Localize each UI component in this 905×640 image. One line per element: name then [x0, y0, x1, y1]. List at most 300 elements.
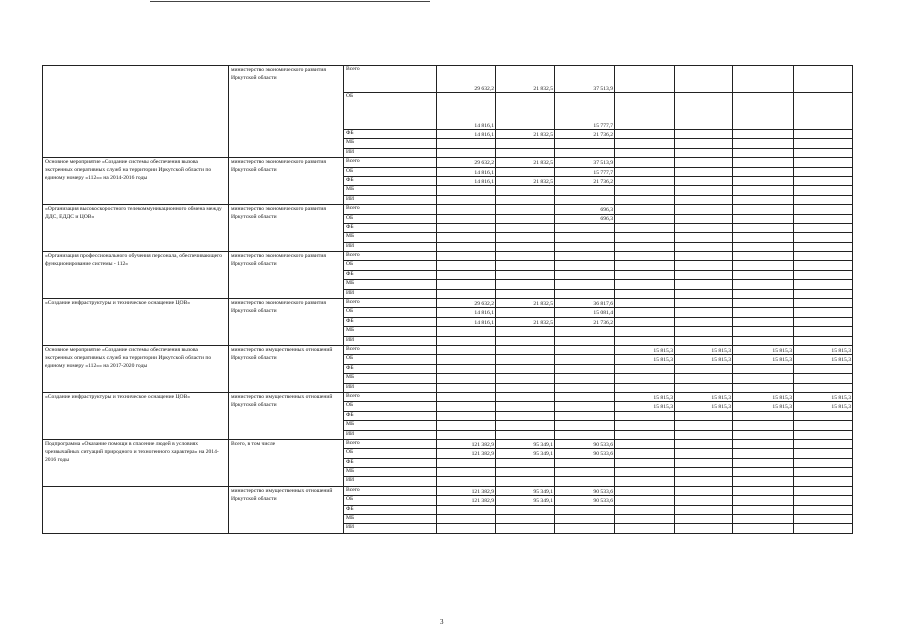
amount-cell: [496, 468, 555, 477]
amount-cell: [615, 158, 675, 167]
amount-cell: [794, 148, 853, 157]
funding-source-cell: МБ: [344, 515, 437, 524]
amount-cell: [733, 195, 794, 204]
amount-cell: [615, 411, 675, 420]
amount-cell: 21 832,5: [496, 176, 555, 185]
funding-source-cell: Всего: [344, 439, 437, 448]
amount-cell: [733, 280, 794, 289]
funding-source-cell: Всего: [344, 299, 437, 308]
amount-cell: [733, 233, 794, 242]
amount-cell: 90 533,6: [555, 496, 615, 505]
amount-cell: [437, 214, 496, 223]
amount-cell: [615, 364, 675, 373]
amount-cell: [675, 496, 733, 505]
funding-source-cell: ИИ: [344, 289, 437, 298]
amount-cell: [555, 261, 615, 270]
funding-source-cell: МБ: [344, 327, 437, 336]
amount-cell: [733, 430, 794, 439]
amount-cell: [615, 66, 675, 93]
table-row: [43, 158, 853, 167]
amount-cell: [733, 486, 794, 495]
amount-cell: [437, 383, 496, 392]
funding-source-cell: ОБ: [344, 402, 437, 411]
executor-cell: министерство экономического развития Иркутской области: [229, 299, 344, 346]
funding-source-cell: МБ: [344, 374, 437, 383]
amount-cell: [675, 299, 733, 308]
amount-cell: [496, 458, 555, 467]
table-row: [43, 392, 853, 401]
funding-source-cell: Всего: [344, 345, 437, 354]
amount-cell: [733, 270, 794, 279]
amount-cell: [794, 167, 853, 176]
amount-cell: [794, 130, 853, 139]
funding-source-cell: ОБ: [344, 355, 437, 364]
amount-cell: [675, 308, 733, 317]
table-row: [43, 299, 853, 308]
amount-cell: [615, 515, 675, 524]
executor-cell: министерство экономического развития Иркутской области: [229, 205, 344, 252]
amount-cell: [555, 515, 615, 524]
amount-cell: [794, 411, 853, 420]
measure-name-cell: [43, 66, 229, 158]
amount-cell: [675, 458, 733, 467]
amount-cell: [555, 355, 615, 364]
amount-cell: [675, 167, 733, 176]
amount-cell: [615, 327, 675, 336]
amount-cell: [496, 214, 555, 223]
amount-cell: 95 349,1: [496, 439, 555, 448]
measure-name-cell: «Создание инфраструктуры и техническое оснащение ЦОВ»: [43, 299, 229, 346]
amount-cell: 15 815,3: [615, 345, 675, 354]
funding-source-cell: ФБ: [344, 176, 437, 185]
measure-name-cell: «Организация высокоскоростного телекоммуникационного обмена между ДДС, ЕДДС и ЦОВ»: [43, 205, 229, 252]
amount-cell: [555, 345, 615, 354]
amount-cell: [496, 430, 555, 439]
amount-cell: 14 816,1: [437, 130, 496, 139]
amount-cell: [496, 233, 555, 242]
amount-cell: 90 533,6: [555, 439, 615, 448]
amount-cell: [794, 468, 853, 477]
amount-cell: 15 081,4: [555, 308, 615, 317]
funding-source-cell: ОБ: [344, 308, 437, 317]
amount-cell: 696,3: [555, 205, 615, 214]
amount-cell: [675, 468, 733, 477]
amount-cell: [496, 280, 555, 289]
amount-cell: [733, 261, 794, 270]
amount-cell: [496, 364, 555, 373]
funding-source-cell: ФБ: [344, 458, 437, 467]
amount-cell: [794, 317, 853, 326]
amount-cell: [615, 486, 675, 495]
amount-cell: [794, 477, 853, 486]
amount-cell: 14 816,1: [437, 167, 496, 176]
executor-cell: министерство имущественных отношений Иркутской области: [229, 345, 344, 392]
amount-cell: [794, 430, 853, 439]
amount-cell: [437, 205, 496, 214]
amount-cell: [496, 524, 555, 533]
amount-cell: 121 382,9: [437, 496, 496, 505]
amount-cell: 121 382,9: [437, 449, 496, 458]
executor-cell: министерство имущественных отношений Иркутской области: [229, 486, 344, 533]
amount-cell: [437, 242, 496, 251]
amount-cell: 15 815,3: [675, 402, 733, 411]
amount-cell: [794, 364, 853, 373]
amount-cell: 29 632,2: [437, 158, 496, 167]
amount-cell: [794, 505, 853, 514]
amount-cell: [794, 223, 853, 232]
amount-cell: [675, 186, 733, 195]
amount-cell: [555, 505, 615, 514]
amount-cell: 15 815,3: [675, 392, 733, 401]
amount-cell: [437, 280, 496, 289]
amount-cell: [437, 468, 496, 477]
amount-cell: 15 777,7: [555, 167, 615, 176]
amount-cell: [733, 289, 794, 298]
measure-name-cell: Подпрограмма «Оказание помощи в спасение людей в условиях чрезвычайных ситуаций природного и техногенного характера» на 2014-2016 годы: [43, 439, 229, 486]
page-number: 3: [440, 618, 444, 626]
amount-cell: [675, 477, 733, 486]
measure-name-cell: Основное мероприятие «Создание системы обеспечения вызова экстренных оперативных служб на территории Иркутской области по единому номеру «112»» на 2017-2020 годы: [43, 345, 229, 392]
amount-cell: [437, 364, 496, 373]
amount-cell: [794, 176, 853, 185]
amount-cell: [496, 270, 555, 279]
amount-cell: 21 832,5: [496, 130, 555, 139]
amount-cell: [733, 167, 794, 176]
amount-cell: [496, 93, 555, 130]
amount-cell: [794, 139, 853, 148]
amount-cell: [794, 252, 853, 261]
amount-cell: [794, 195, 853, 204]
amount-cell: [555, 336, 615, 345]
amount-cell: [496, 252, 555, 261]
amount-cell: [437, 336, 496, 345]
amount-cell: [794, 299, 853, 308]
amount-cell: [555, 524, 615, 533]
amount-cell: [675, 148, 733, 157]
budget-table: [42, 65, 853, 534]
amount-cell: [675, 374, 733, 383]
amount-cell: [615, 252, 675, 261]
amount-cell: [437, 327, 496, 336]
amount-cell: [555, 402, 615, 411]
amount-cell: [496, 345, 555, 354]
funding-source-cell: Всего: [344, 158, 437, 167]
amount-cell: [675, 280, 733, 289]
amount-cell: [496, 411, 555, 420]
amount-cell: [675, 364, 733, 373]
amount-cell: [437, 402, 496, 411]
amount-cell: [733, 439, 794, 448]
amount-cell: 14 816,1: [437, 308, 496, 317]
amount-cell: 21 736,2: [555, 317, 615, 326]
amount-cell: [496, 374, 555, 383]
amount-cell: [615, 449, 675, 458]
amount-cell: [733, 364, 794, 373]
amount-cell: [615, 261, 675, 270]
amount-cell: [675, 223, 733, 232]
amount-cell: 121 382,9: [437, 439, 496, 448]
amount-cell: 95 349,1: [496, 486, 555, 495]
amount-cell: 14 816,1: [437, 176, 496, 185]
amount-cell: [733, 468, 794, 477]
amount-cell: [733, 421, 794, 430]
amount-cell: 29 632,2: [437, 66, 496, 93]
amount-cell: [437, 505, 496, 514]
amount-cell: [733, 139, 794, 148]
amount-cell: [794, 327, 853, 336]
amount-cell: [675, 176, 733, 185]
amount-cell: 15 815,3: [733, 392, 794, 401]
amount-cell: [496, 477, 555, 486]
amount-cell: [615, 130, 675, 139]
amount-cell: [555, 458, 615, 467]
amount-cell: [496, 242, 555, 251]
amount-cell: [675, 158, 733, 167]
amount-cell: [496, 355, 555, 364]
amount-cell: [555, 223, 615, 232]
amount-cell: [615, 93, 675, 130]
amount-cell: [733, 505, 794, 514]
table-row: [43, 66, 853, 93]
amount-cell: [794, 486, 853, 495]
amount-cell: [496, 289, 555, 298]
amount-cell: [675, 439, 733, 448]
funding-source-cell: ОБ: [344, 214, 437, 223]
executor-cell: министерство экономического развития Иркутской области: [229, 66, 344, 158]
executor-cell: министерство экономического развития Иркутской области: [229, 252, 344, 299]
amount-cell: [437, 195, 496, 204]
amount-cell: 90 533,6: [555, 449, 615, 458]
amount-cell: [615, 439, 675, 448]
amount-cell: [496, 223, 555, 232]
amount-cell: 15 815,3: [615, 355, 675, 364]
amount-cell: [675, 449, 733, 458]
amount-cell: [733, 477, 794, 486]
amount-cell: 37 513,9: [555, 158, 615, 167]
amount-cell: 15 815,3: [733, 355, 794, 364]
amount-cell: [496, 186, 555, 195]
amount-cell: [496, 195, 555, 204]
amount-cell: [794, 458, 853, 467]
amount-cell: [794, 233, 853, 242]
amount-cell: 15 777,7: [555, 93, 615, 130]
funding-source-cell: Всего: [344, 66, 437, 93]
amount-cell: 696,3: [555, 214, 615, 223]
amount-cell: [794, 66, 853, 93]
amount-cell: [615, 270, 675, 279]
amount-cell: 90 533,6: [555, 486, 615, 495]
amount-cell: [437, 252, 496, 261]
amount-cell: [615, 280, 675, 289]
amount-cell: [794, 496, 853, 505]
amount-cell: [555, 477, 615, 486]
amount-cell: [496, 327, 555, 336]
amount-cell: [794, 308, 853, 317]
funding-source-cell: Всего: [344, 252, 437, 261]
amount-cell: [615, 195, 675, 204]
amount-cell: [437, 374, 496, 383]
amount-cell: [733, 411, 794, 420]
amount-cell: [615, 468, 675, 477]
amount-cell: [555, 280, 615, 289]
amount-cell: 29 632,2: [437, 299, 496, 308]
amount-cell: [675, 421, 733, 430]
funding-source-cell: ОБ: [344, 449, 437, 458]
amount-cell: 15 815,3: [794, 345, 853, 354]
funding-source-cell: МБ: [344, 468, 437, 477]
amount-cell: 15 815,3: [615, 402, 675, 411]
amount-cell: [733, 205, 794, 214]
measure-name-cell: «Создание инфраструктуры и техническое оснащение ЦОВ»: [43, 392, 229, 439]
amount-cell: [555, 327, 615, 336]
amount-cell: [555, 374, 615, 383]
amount-cell: [555, 195, 615, 204]
amount-cell: [794, 93, 853, 130]
amount-cell: [496, 167, 555, 176]
amount-cell: [496, 515, 555, 524]
amount-cell: [675, 515, 733, 524]
funding-source-cell: ИИ: [344, 148, 437, 157]
amount-cell: [733, 252, 794, 261]
amount-cell: [555, 430, 615, 439]
amount-cell: [733, 317, 794, 326]
amount-cell: [794, 261, 853, 270]
amount-cell: [437, 515, 496, 524]
amount-cell: 37 513,9: [555, 66, 615, 93]
amount-cell: [794, 524, 853, 533]
amount-cell: [496, 308, 555, 317]
amount-cell: [437, 261, 496, 270]
amount-cell: [437, 223, 496, 232]
measure-name-cell: [43, 486, 229, 533]
amount-cell: [675, 214, 733, 223]
amount-cell: 21 736,2: [555, 176, 615, 185]
amount-cell: [555, 270, 615, 279]
amount-cell: [615, 223, 675, 232]
amount-cell: [437, 411, 496, 420]
amount-cell: 14 816,1: [437, 317, 496, 326]
funding-source-cell: Всего: [344, 392, 437, 401]
amount-cell: [555, 364, 615, 373]
amount-cell: [555, 186, 615, 195]
amount-cell: [794, 439, 853, 448]
amount-cell: [675, 270, 733, 279]
amount-cell: [437, 270, 496, 279]
amount-cell: [615, 383, 675, 392]
amount-cell: [733, 458, 794, 467]
amount-cell: [733, 515, 794, 524]
funding-source-cell: ФБ: [344, 364, 437, 373]
amount-cell: [675, 205, 733, 214]
funding-source-cell: ОБ: [344, 167, 437, 176]
funding-source-cell: МБ: [344, 139, 437, 148]
amount-cell: [733, 66, 794, 93]
amount-cell: [615, 336, 675, 345]
amount-cell: [615, 299, 675, 308]
amount-cell: [615, 233, 675, 242]
amount-cell: 21 832,5: [496, 317, 555, 326]
funding-source-cell: ИИ: [344, 524, 437, 533]
amount-cell: [675, 524, 733, 533]
amount-cell: 15 815,3: [675, 355, 733, 364]
amount-cell: [675, 139, 733, 148]
amount-cell: [733, 374, 794, 383]
amount-cell: [794, 214, 853, 223]
amount-cell: 21 736,2: [555, 130, 615, 139]
amount-cell: [733, 158, 794, 167]
amount-cell: 21 832,5: [496, 158, 555, 167]
amount-cell: [733, 496, 794, 505]
table-row: [43, 439, 853, 448]
amount-cell: [733, 336, 794, 345]
amount-cell: [733, 148, 794, 157]
amount-cell: [615, 167, 675, 176]
amount-cell: [794, 374, 853, 383]
amount-cell: [496, 139, 555, 148]
funding-source-cell: МБ: [344, 280, 437, 289]
funding-source-cell: МБ: [344, 233, 437, 242]
amount-cell: [496, 205, 555, 214]
amount-cell: [437, 477, 496, 486]
amount-cell: [437, 355, 496, 364]
amount-cell: [794, 280, 853, 289]
amount-cell: [794, 242, 853, 251]
amount-cell: [615, 214, 675, 223]
amount-cell: [675, 327, 733, 336]
amount-cell: [794, 421, 853, 430]
amount-cell: [675, 505, 733, 514]
funding-source-cell: Всего: [344, 486, 437, 495]
amount-cell: [794, 158, 853, 167]
amount-cell: [615, 496, 675, 505]
funding-source-cell: ИИ: [344, 336, 437, 345]
amount-cell: [733, 383, 794, 392]
amount-cell: [615, 205, 675, 214]
amount-cell: [437, 139, 496, 148]
amount-cell: [615, 421, 675, 430]
executor-cell: министерство имущественных отношений Иркутской области: [229, 392, 344, 439]
executor-cell: министерство экономического развития Иркутской области: [229, 158, 344, 205]
amount-cell: [675, 93, 733, 130]
executor-cell: Всего, в том числе: [229, 439, 344, 486]
amount-cell: [555, 139, 615, 148]
amount-cell: [437, 186, 496, 195]
amount-cell: [733, 299, 794, 308]
amount-cell: [437, 233, 496, 242]
amount-cell: [615, 374, 675, 383]
amount-cell: [733, 186, 794, 195]
table-row: [43, 345, 853, 354]
amount-cell: [794, 449, 853, 458]
amount-cell: [675, 233, 733, 242]
funding-source-cell: ИИ: [344, 383, 437, 392]
table-row: [43, 252, 853, 261]
amount-cell: [496, 392, 555, 401]
top-scan-line: [150, 1, 430, 2]
amount-cell: [615, 139, 675, 148]
amount-cell: [733, 176, 794, 185]
funding-source-cell: ФБ: [344, 317, 437, 326]
amount-cell: [555, 233, 615, 242]
amount-cell: [615, 458, 675, 467]
amount-cell: [675, 130, 733, 139]
amount-cell: [794, 336, 853, 345]
amount-cell: [496, 421, 555, 430]
amount-cell: [437, 345, 496, 354]
amount-cell: 95 349,1: [496, 496, 555, 505]
amount-cell: [555, 383, 615, 392]
funding-source-cell: ОБ: [344, 496, 437, 505]
